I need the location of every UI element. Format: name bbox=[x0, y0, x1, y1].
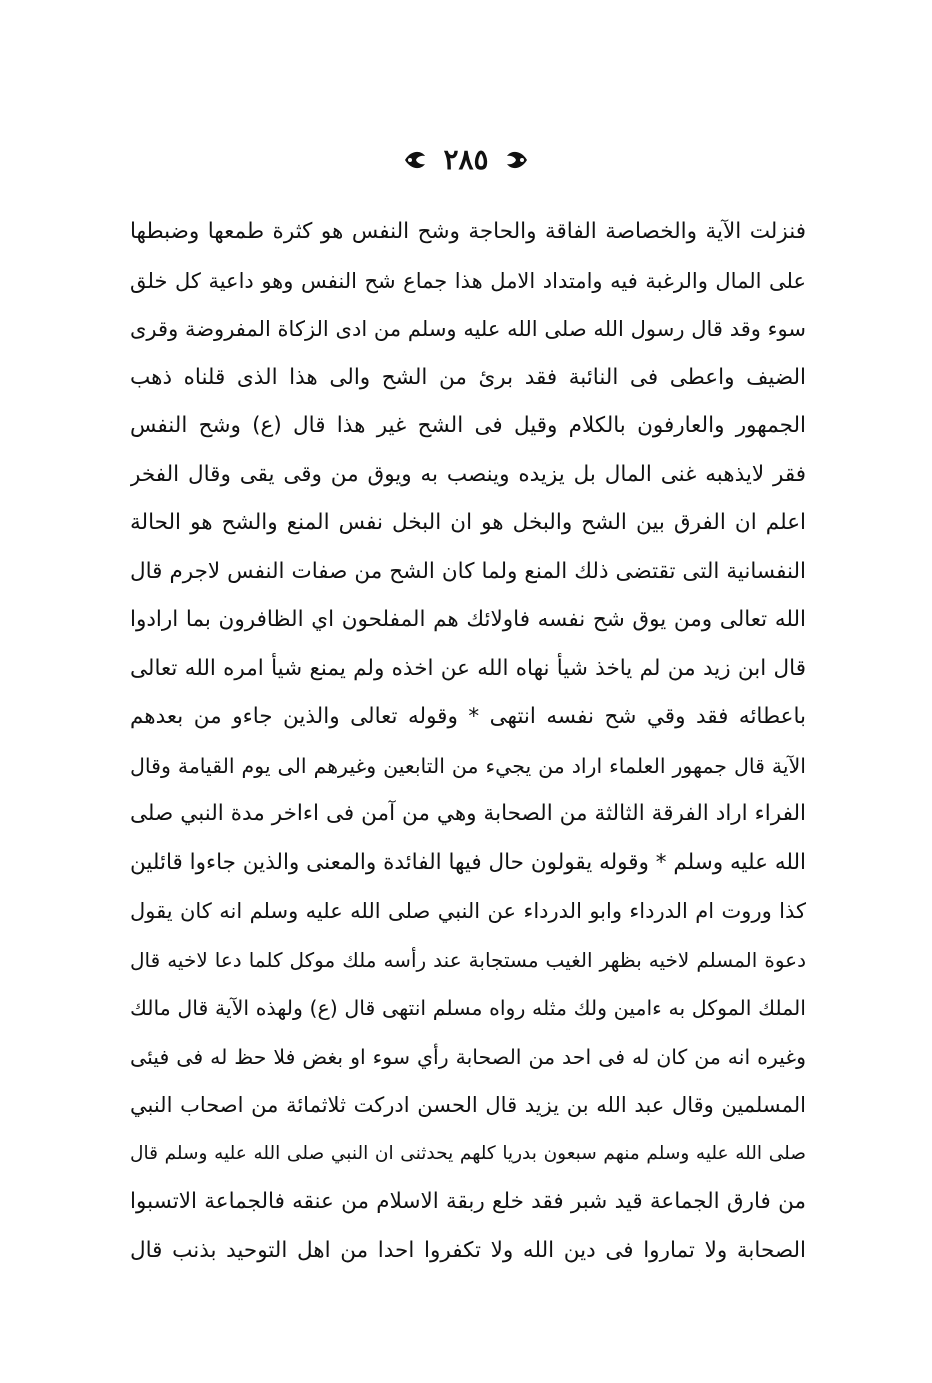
text-line: دعوة المسلم لاخيه بظهر الغيب مستجابة عند رأسه ملك موكل كلما دعا لاخيه قال bbox=[130, 947, 806, 972]
ornament-right-icon bbox=[401, 146, 429, 174]
text-line: النفسانية التى تقتضى ذلك المنع ولما كان الشح من صفات النفس لاجرم قال bbox=[130, 558, 806, 584]
text-line: المسلمين وقال عبد الله بن يزيد قال الحسن ادركت ثلاثمائة من اصحاب النبي bbox=[130, 1093, 806, 1117]
ornament-left-icon bbox=[503, 146, 531, 174]
text-line: الجمهور والعارفون بالكلام وقيل فى الشح غير هذا قال (ع) وشح النفس bbox=[130, 413, 806, 438]
text-line: الله تعالى ومن يوق شح نفسه فاولائك هم المفلحون اي الظافرون بما ارادوا bbox=[130, 607, 806, 632]
text-line: كذا وروت ام الدرداء وابو الدرداء عن النبي صلى الله عليه وسلم انه كان يقول bbox=[130, 899, 806, 923]
text-line: اعلم ان الفرق بين الشح والبخل هو ان البخل نفس المنع والشح هو الحالة bbox=[130, 510, 806, 535]
text-line: قال ابن زيد من لم ياخذ شيأ نهاه الله عن اخذه ولم يمنع شيأ امره الله تعالى bbox=[130, 655, 806, 681]
text-line: وغيره انه من كان له فى احد من الصحابة رأي سوء او بغض فلا حظ له فى فيئى bbox=[130, 1044, 806, 1069]
text-line: الله عليه وسلم * وقوله يقولون حال فيها الفائدة والمعنى والذين جاءوا قائلين bbox=[130, 849, 806, 875]
text-line: من فارق الجماعة قيد شبر فقد خلع ربقة الاسلام من عنقه فالجماعة الاتسبوا bbox=[130, 1189, 806, 1214]
text-line: على المال والرغبة فيه وامتداد الامل هذا جماع شح النفس وهو داعية كل خلق bbox=[130, 268, 806, 293]
text-line: الفراء اراد الفرقة الثالثة من الصحابة وهي من آمن فى اءاخر مدة النبي صلى bbox=[130, 801, 806, 826]
text-line: فنزلت الآية والخصاصة الفاقة والحاجة وشح النفس هو كثرة طمعها وضبطها bbox=[130, 219, 806, 244]
text-line: الآية قال جمهور العلماء اراد من يجيء من التابعين وغيرهم الى يوم القيامة وقال bbox=[130, 753, 806, 778]
text-line: باعطائه فقد وقي شح نفسه انتهى * وقوله تعالى والذين جاءو من بعدهم bbox=[130, 704, 806, 729]
body-text bbox=[130, 208, 806, 1275]
text-line: سوء وقد قال رسول الله صلى الله عليه وسلم من ادى الزكاة المفروضة وقرى bbox=[130, 317, 806, 341]
text-line: الصحابة ولا تماروا فى دين الله ولا تكفروا احدا من اهل التوحيد بذنب قال bbox=[130, 1237, 806, 1263]
text-line: الضيف واعطى فى النائبة فقد برئ من الشح والى هذا الذى قلناه ذهب bbox=[130, 364, 806, 390]
text-line: صلى الله عليه وسلم منهم سبعون بدريا كلهم يحدثنى ان النبي صلى الله عليه وسلم قال bbox=[130, 1142, 806, 1164]
page-number: ٢٨٥ bbox=[443, 143, 489, 176]
text-line: فقر لايذهبه غنى المال بل يزيده وينصب به ويوق من وقى يقى وقال الفخر bbox=[130, 461, 806, 487]
page-header bbox=[0, 138, 932, 182]
text-line: الملك الموكل به ءامين ولك مثله رواه مسلم انتهى قال (ع) ولهذه الآية قال مالك bbox=[130, 996, 806, 1020]
